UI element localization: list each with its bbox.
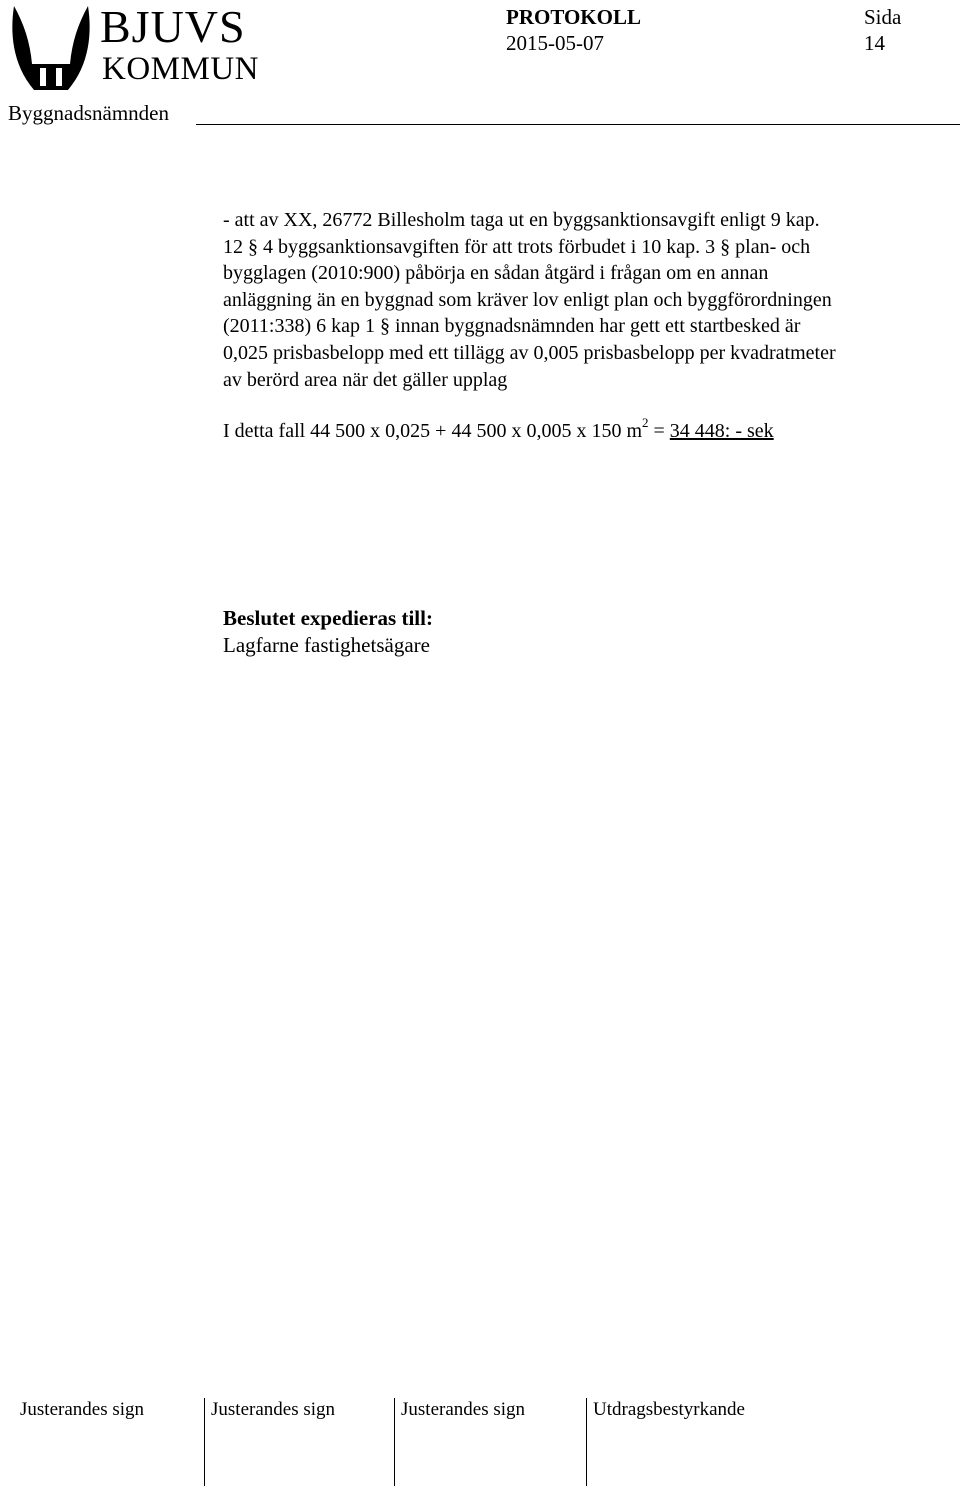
calculation-equals: =: [648, 420, 670, 442]
torch-emblem-icon: [8, 2, 94, 92]
document-type: PROTOKOLL: [506, 5, 641, 29]
paragraph-line: bygglagen (2010:900) påbörja en sådan åtgärd i frågan om en annan: [223, 262, 769, 285]
signature-label: Utdragsbestyrkande: [593, 1399, 745, 1420]
calculation-result: 34 448: - sek: [669, 420, 774, 442]
dispatch-recipient: Lagfarne fastighetsägare: [223, 633, 430, 657]
signature-divider: [394, 1398, 395, 1486]
calculation-exponent: 2: [642, 415, 649, 430]
paragraph-line: 0,025 prisbasbelopp med ett tillägg av 0,005 prisbasbelopp per kvadratmeter: [223, 341, 836, 364]
page-label: Sida: [864, 5, 902, 29]
logo-name: BJUVS: [100, 1, 246, 52]
page-number: 14: [864, 31, 885, 55]
document-date: 2015-05-07: [506, 31, 604, 55]
paragraph-line: (2011:338) 6 kap 1 § innan byggnadsnämnden har gett ett startbesked är: [223, 315, 801, 338]
header-divider: [196, 124, 960, 125]
calculation-formula: I detta fall 44 500 x 0,025 + 44 500 x 0,005 x 150 m: [223, 420, 643, 442]
paragraph-line: 12 § 4 byggsanktionsavgiften för att trots förbudet i 10 kap. 3 § plan- och: [223, 235, 811, 258]
signature-label: Justerandes sign: [401, 1399, 526, 1420]
department-name: Byggnadsnämnden: [8, 101, 169, 125]
decision-paragraph: [223, 207, 958, 393]
signature-divider: [204, 1398, 205, 1486]
paragraph-line: av berörd area när det gäller upplag: [223, 368, 508, 391]
logo-subtitle: KOMMUN: [102, 51, 260, 87]
fee-calculation: [223, 415, 774, 446]
signature-label: Justerandes sign: [211, 1399, 336, 1420]
paragraph-line: - att av XX, 26772 Billesholm taga ut en byggsanktionsavgift enligt 9 kap.: [223, 209, 820, 231]
municipality-logo: [8, 1, 260, 94]
signature-label: Justerandes sign: [20, 1399, 145, 1420]
dispatch-title: Beslutet expedieras till:: [223, 606, 433, 630]
signature-divider: [586, 1398, 587, 1486]
paragraph-line: anläggning än en byggnad som kräver lov enligt plan och byggförordningen: [223, 288, 832, 311]
